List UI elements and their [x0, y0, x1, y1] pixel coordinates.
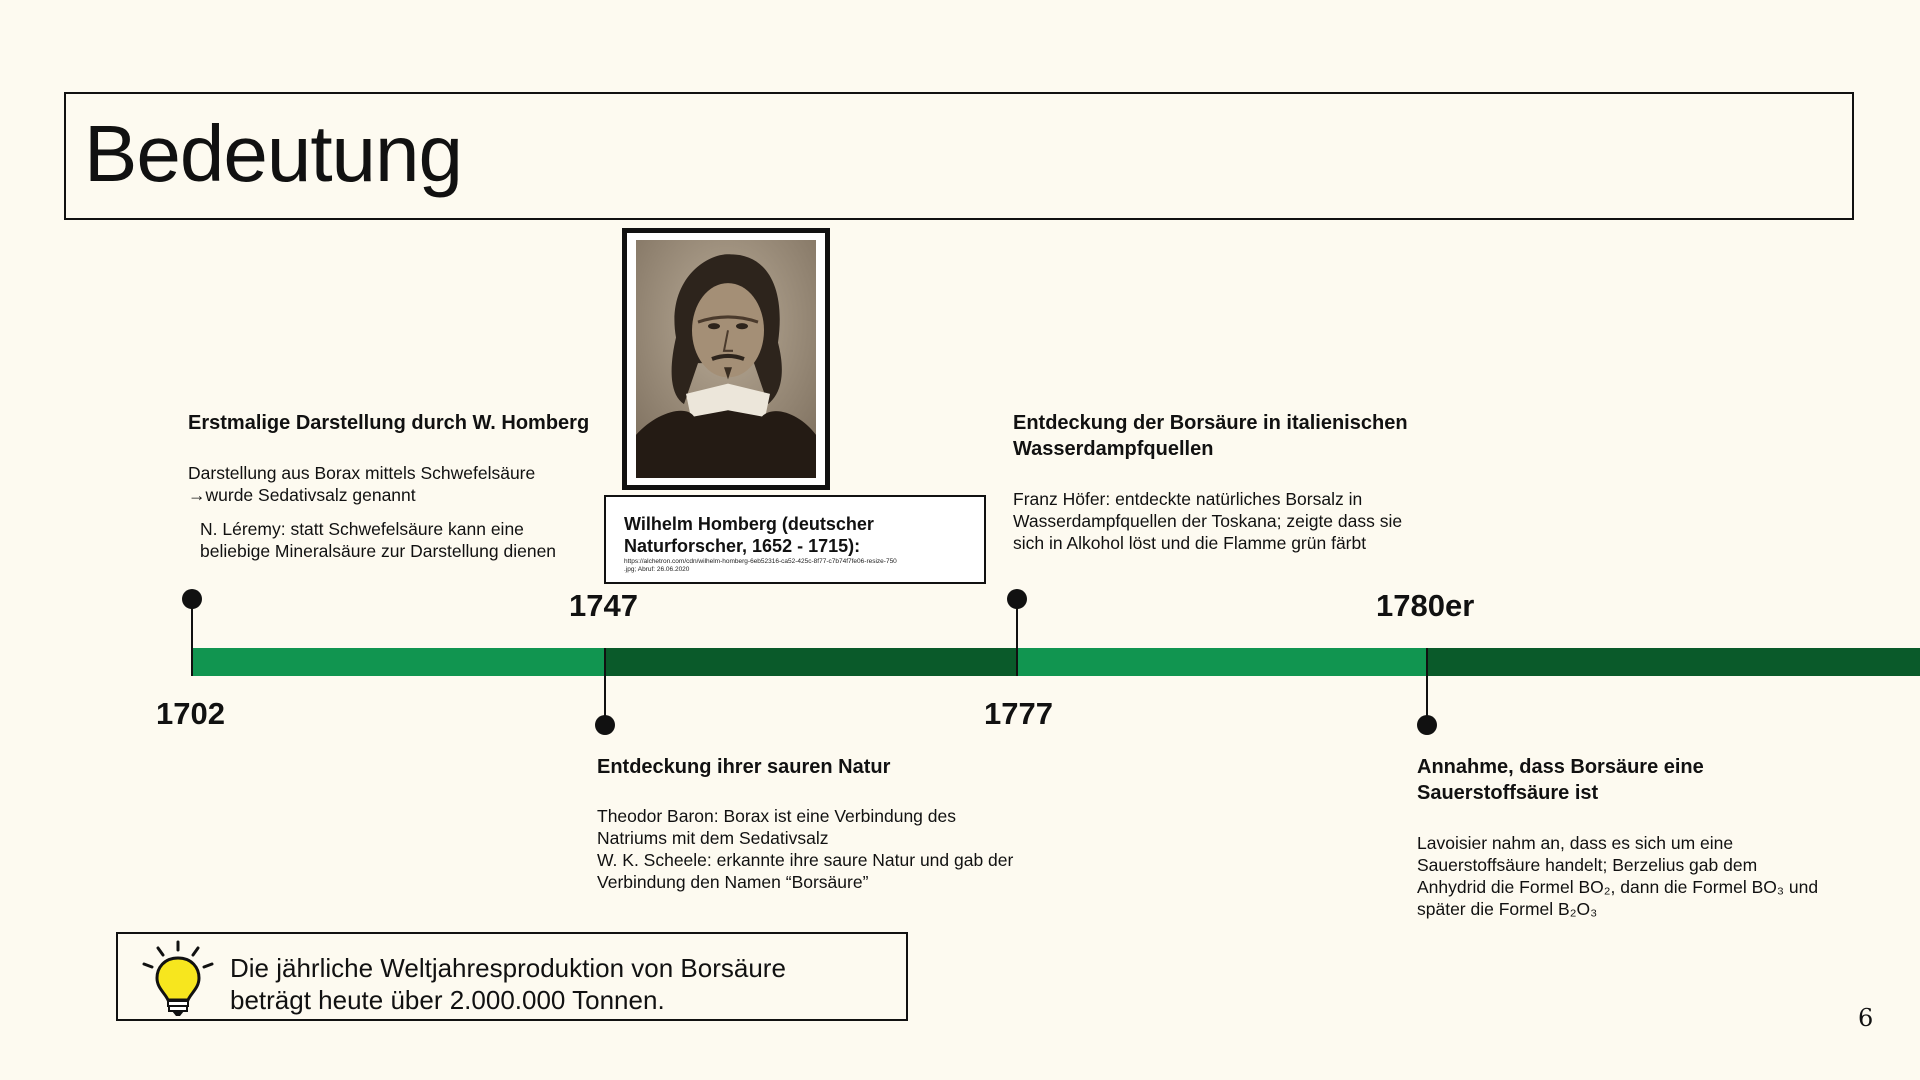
portrait-frame — [622, 228, 830, 490]
year-label-1777: 1777 — [984, 696, 1053, 731]
page-title: Bedeutung — [84, 109, 463, 198]
fact-text: Die jährliche Weltjahresproduktion von Borsäure beträgt heute über 2.000.000 Tonnen. — [230, 953, 786, 1015]
year-label-1747: 1747 — [569, 588, 638, 623]
marker-stem-1702 — [191, 598, 193, 676]
timeline-segment-1747 — [605, 648, 1017, 676]
event-1777-text: Franz Höfer: entdeckte natürliches Borsalz in Wasserdampfquellen der Toskana; zeigte dass sie sich in Alkohol löst und die Flamme grün färbt — [1013, 489, 1403, 553]
event-1777-title: Entdeckung der Borsäure in italienischen Wasserdampfquellen — [1013, 412, 1408, 460]
marker-dot-1780er — [1417, 715, 1437, 735]
event-1780er-text: Lavoisier nahm an, dass es sich um eine Sauerstoffsäure handelt; Berzelius gab dem Anhydrid die Formel BO₂, dann die Formel BO₃ und später die Formel B₂O₃ — [1417, 833, 1819, 919]
fact-box — [116, 932, 908, 1021]
marker-dot-1777 — [1007, 589, 1027, 609]
event-1747-text: Theodor Baron: Borax ist eine Verbindung des Natriums mit dem Sedativsalz W. K. Scheele: erkannte ihre saure Natur und gab der Verbindung den Namen “Borsäure” — [597, 806, 1014, 892]
timeline-segment-1702 — [191, 648, 605, 676]
event-1702-text: Darstellung aus Borax mittels Schwefelsäure →wurde Sedativsalz genannt — [188, 463, 536, 505]
timeline-segment-1780er — [1427, 648, 1920, 676]
caption-source: https://alchetron.com/cdn/wilhelm-homberg-6eb52316-ca52-425c-8f77-c7b74f7fe06-resize-750 .jpg; Abruf: 26.06.2020 — [624, 558, 897, 573]
event-1702-subtext: N. Léremy: statt Schwefelsäure kann eine beliebige Mineralsäure zur Darstellung dienen — [200, 519, 557, 561]
portrait-caption — [604, 495, 986, 584]
event-1702-title: Erstmalige Darstellung durch W. Homberg — [188, 412, 590, 434]
timeline-segment-1777 — [1017, 648, 1427, 676]
page-number: 6 — [1858, 1004, 1874, 1032]
portrait-image — [636, 240, 816, 478]
caption-title: Wilhelm Homberg (deutscher Naturforscher, 1652 - 1715): — [624, 514, 874, 556]
event-1780er-title: Annahme, dass Borsäure eine Sauerstoffsäure ist — [1417, 756, 1704, 804]
marker-stem-1777 — [1016, 598, 1018, 676]
lightbulb-icon — [138, 938, 218, 1018]
event-1747-title: Entdeckung ihrer sauren Natur — [597, 756, 891, 778]
year-label-1702: 1702 — [156, 696, 225, 731]
title-box — [64, 92, 1854, 220]
marker-dot-1747 — [595, 715, 615, 735]
marker-dot-1702 — [182, 589, 202, 609]
year-label-1780er: 1780er — [1376, 588, 1475, 623]
